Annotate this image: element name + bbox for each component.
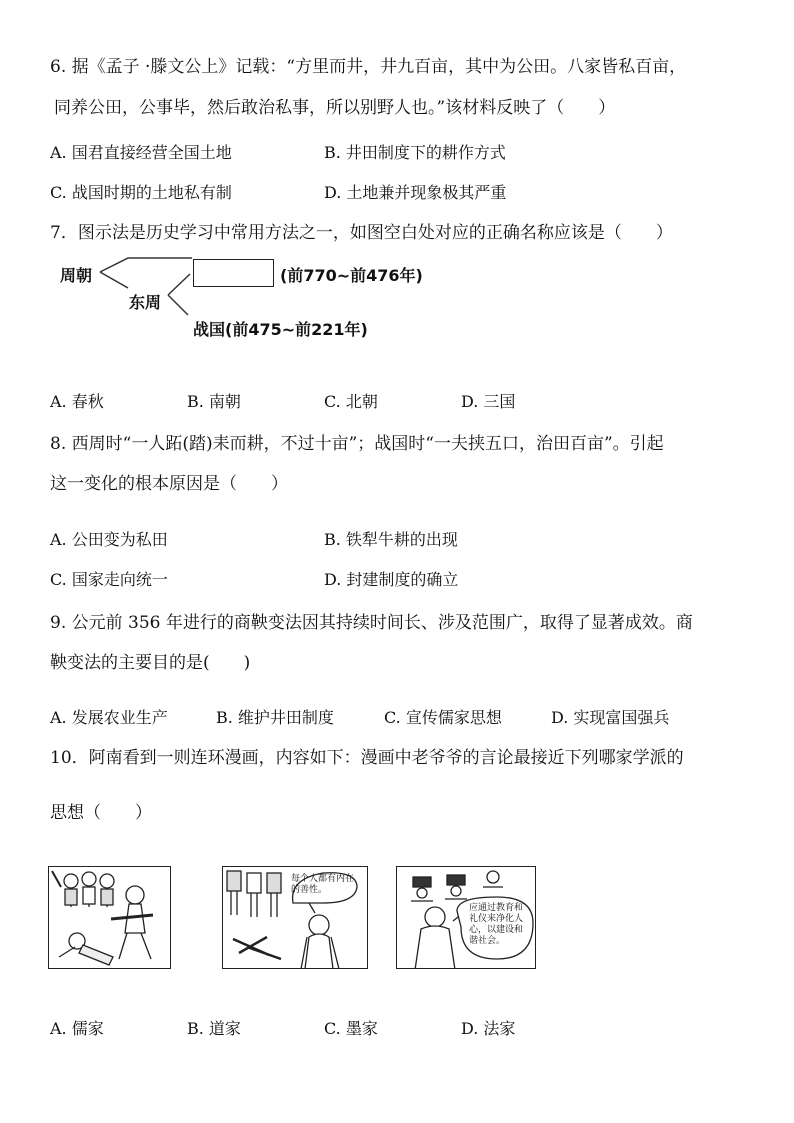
q10-option-a[interactable]: A. 儒家 (50, 1019, 104, 1038)
q8-option-d[interactable]: D. 封建制度的确立 (324, 570, 459, 589)
q10-option-d[interactable]: D. 法家 (461, 1019, 516, 1038)
speech-bubble-3-text: 应通过教育和礼仪来净化人心，以建设和谐社会。 (469, 903, 524, 946)
branch-line-upper (168, 274, 190, 295)
diagram-root-zhou: 周朝 (60, 266, 93, 285)
q7-stem-line1: 7．图示法是历史学习中常用方法之一，如图空白处对应的正确名称应该是（ ） (50, 223, 673, 243)
q6-stem-line2: 同养公田，公事毕，然后敢治私事，所以别野人也。”该材料反映了（ ） (54, 98, 616, 118)
q10-stem-line1: 10．阿南看到一则连环漫画，内容如下：漫画中老爷爷的言论最接近下列哪家学派的 (50, 748, 684, 768)
comic-panel-1 (48, 866, 171, 969)
q6-option-c[interactable]: C. 战国时期的土地私有制 (50, 183, 232, 202)
fighting-children-illustration (49, 867, 171, 969)
q9-option-a[interactable]: A. 发展农业生产 (50, 708, 168, 727)
q9-stem-line1: 9. 公元前 356 年进行的商鞅变法因其持续时间长、涉及范围广，取得了显著成效。商 (50, 613, 693, 633)
q9-option-b[interactable]: B. 维护井田制度 (216, 708, 334, 727)
q8-option-b[interactable]: B. 铁犁牛耕的出现 (324, 530, 458, 549)
q7-option-d[interactable]: D. 三国 (461, 392, 516, 411)
q8-stem-line2: 这一变化的根本原因是（ ） (50, 474, 288, 494)
q7-option-b[interactable]: B. 南朝 (187, 392, 241, 411)
comic-panel-3 (396, 866, 536, 969)
diagram-warring-states: 战国(前475~前221年) (193, 320, 368, 339)
speech-bubble-2-text: 每个人都有内在的善性。 (291, 874, 355, 895)
diagram-mid-eastern-zhou: 东周 (129, 293, 162, 312)
comic-panel-2 (222, 866, 368, 969)
branch-line-top (100, 258, 192, 272)
diagram-blank-box[interactable] (193, 259, 274, 287)
q9-stem-line2: 鞅变法的主要目的是( ) (50, 653, 251, 673)
q6-option-d[interactable]: D. 土地兼并现象极其严重 (324, 183, 507, 202)
q7-option-c[interactable]: C. 北朝 (324, 392, 378, 411)
q6-option-b[interactable]: B. 井田制度下的耕作方式 (324, 143, 506, 162)
q10-stem-line2: 思想（ ） (50, 803, 152, 823)
q10-option-b[interactable]: B. 道家 (187, 1019, 241, 1038)
diagram-spring-period-dates: (前770~前476年) (280, 266, 423, 285)
q7-option-a[interactable]: A. 春秋 (50, 392, 104, 411)
q8-option-a[interactable]: A. 公田变为私田 (50, 530, 168, 549)
q10-option-c[interactable]: C. 墨家 (324, 1019, 378, 1038)
q6-option-a[interactable]: A. 国君直接经营全国土地 (50, 143, 232, 162)
q9-option-c[interactable]: C. 宣传儒家思想 (384, 708, 502, 727)
branch-line-down (100, 272, 128, 288)
q8-option-c[interactable]: C. 国家走向统一 (50, 570, 168, 589)
q8-stem-line1: 8. 西周时“一人跖(踏)耒而耕，不过十亩”；战国时“一夫挟五口，治田百亩”。引起 (50, 434, 664, 454)
q6-stem-line1: 6. 据《孟子 ·滕文公上》记载：“方里而井，井九百亩，其中为公田。八家皆私百亩， (50, 57, 687, 77)
q9-option-d[interactable]: D. 实现富国强兵 (551, 708, 670, 727)
branch-line-lower (168, 295, 188, 315)
